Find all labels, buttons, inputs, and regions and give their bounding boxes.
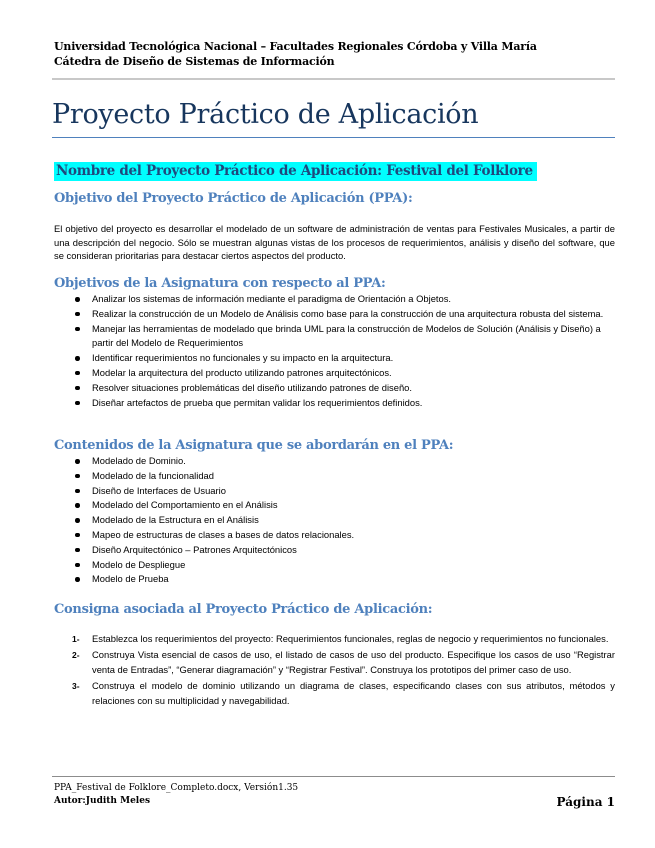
subject-objectives-heading: Objetivos de la Asignatura con respecto al PPA: — [54, 276, 386, 291]
footer-divider — [52, 776, 615, 777]
bullet-dot — [75, 297, 80, 302]
assignment-item — [54, 648, 615, 677]
bullet-dot — [75, 489, 80, 494]
objective-item-text: Identificar requerimientos no funcionales y su impacto en la arquitectura. — [92, 352, 394, 364]
assignment-number: 2- — [72, 650, 80, 661]
assignment-text: Construya el modelo de dominio utilizando un diagrama de clases, especificando clases con sus atributos, métodos y relaciones con su multiplicidad y navegabilidad. — [92, 680, 615, 706]
objective-item-text: Realizar la construcción de un Modelo de Análisis como base para la construcción de una arquitectura robusta del sistema. — [92, 307, 604, 319]
bullet-dot — [75, 577, 80, 582]
objective-heading: Objetivo del Proyecto Práctico de Aplicación (PPA): — [54, 191, 413, 206]
objective-item — [54, 322, 615, 352]
objective-item — [54, 307, 615, 322]
contents-list — [54, 454, 615, 587]
project-name-highlight: Nombre del Proyecto Práctico de Aplicación: Festival del Folklore — [54, 162, 537, 181]
bullet-dot — [75, 459, 80, 464]
page-header — [54, 39, 614, 69]
objective-item-text: Analizar los sistemas de información mediante el paradigma de Orientación a Objetos. — [92, 293, 452, 304]
objective-item-text: Manejar las herramientas de modelado que brinda UML para la construcción de Modelos de Solución (Análisis y Diseño) a partir del Modelo de Requerimientos — [92, 322, 601, 349]
content-item — [54, 528, 615, 543]
content-item — [54, 454, 615, 469]
content-item — [54, 513, 615, 528]
bullet-dot — [75, 518, 80, 523]
objective-item — [54, 396, 615, 411]
assignment-text: Construya Vista esencial de casos de uso, el listado de casos de uso del producto. Especifique los casos de uso “Registrar venta de Entradas”, “Generar diagramación” y “Registrar Festival”. Construya los prototipos del primer caso de uso. — [92, 649, 615, 675]
assignment-text: Establezca los requerimientos del proyecto: Requerimientos funcionales, reglas de negocio y requerimientos no funcionales. — [92, 633, 609, 644]
page-number: Página 1 — [556, 795, 615, 809]
content-item — [54, 558, 615, 573]
objective-item — [54, 351, 615, 366]
title-underline — [52, 137, 615, 138]
content-item-text: Mapeo de estructuras de clases a bases de datos relacionales. — [92, 528, 355, 540]
content-item-text: Modelo de Despliegue — [92, 558, 186, 570]
footer-file-name: PPA_Festival de Folklore_Completo.docx, Versión1.35 — [54, 783, 299, 793]
content-item-text: Modelado de Dominio. — [92, 455, 186, 466]
content-item-text: Diseño Arquitectónico – Patrones Arquitectónicos — [92, 543, 297, 555]
assignment-list — [54, 632, 615, 710]
objective-item-text: Resolver situaciones problemáticas del diseño utilizando patrones de diseño. — [92, 381, 412, 393]
bullet-dot — [75, 356, 80, 361]
header-department: Cátedra de Diseño de Sistemas de Información — [54, 55, 335, 68]
bullet-dot — [75, 533, 80, 538]
contents-heading: Contenidos de la Asignatura que se abordarán en el PPA: — [54, 438, 454, 453]
bullet-dot — [75, 474, 80, 479]
assignment-item — [54, 679, 615, 708]
assignment-item — [54, 632, 615, 646]
objective-paragraph: El objetivo del proyecto es desarrollar el modelado de un software de administración de ventas para Festivales Musicales, a partir de una descripción del negocio. Sólo se muestran algunas vistas de los procesos de requerimientos, análisis y diseño del software, que se consideran prioritarias para destacar ciertos aspectos del producto. — [54, 223, 615, 262]
bullet-dot — [75, 548, 80, 553]
subject-objectives-list — [54, 292, 615, 410]
header-university: Universidad Tecnológica Nacional – Facultades Regionales Córdoba y Villa María — [54, 40, 537, 53]
objective-item-text: Diseñar artefactos de prueba que permitan validar los requerimientos definidos. — [92, 396, 423, 408]
content-item — [54, 572, 615, 587]
footer-author-label: Autor: — [54, 796, 86, 806]
bullet-dot — [75, 327, 80, 332]
content-item-text: Modelado de la funcionalidad — [92, 469, 214, 481]
bullet-dot — [75, 371, 80, 376]
content-item-text: Diseño de Interfaces de Usuario — [92, 484, 226, 496]
content-item-text: Modelado del Comportamiento en el Análisis — [92, 499, 278, 511]
assignment-heading: Consigna asociada al Proyecto Práctico de Aplicación: — [54, 602, 433, 617]
footer-author: Judith Meles — [85, 796, 151, 806]
content-item — [54, 543, 615, 558]
objective-item — [54, 381, 615, 396]
content-item-text: Modelo de Prueba — [92, 573, 169, 585]
bullet-dot — [75, 401, 80, 406]
content-item — [54, 469, 615, 484]
objective-item — [54, 366, 615, 381]
content-item — [54, 484, 615, 499]
objective-item — [54, 292, 615, 307]
bullet-dot — [75, 563, 80, 568]
bullet-dot — [75, 386, 80, 391]
bullet-dot — [75, 312, 80, 317]
page-footer — [54, 782, 616, 808]
document-title: Proyecto Práctico de Aplicación — [52, 99, 479, 130]
objective-item-text: Modelar la arquitectura del producto utilizando patrones arquitectónicos. — [92, 366, 392, 378]
assignment-number: 1- — [72, 634, 80, 644]
content-item-text: Modelado de la Estructura en el Análisis — [92, 514, 259, 526]
bullet-dot — [75, 503, 80, 508]
header-divider — [52, 78, 615, 80]
assignment-number: 3- — [72, 681, 80, 692]
content-item — [54, 498, 615, 513]
